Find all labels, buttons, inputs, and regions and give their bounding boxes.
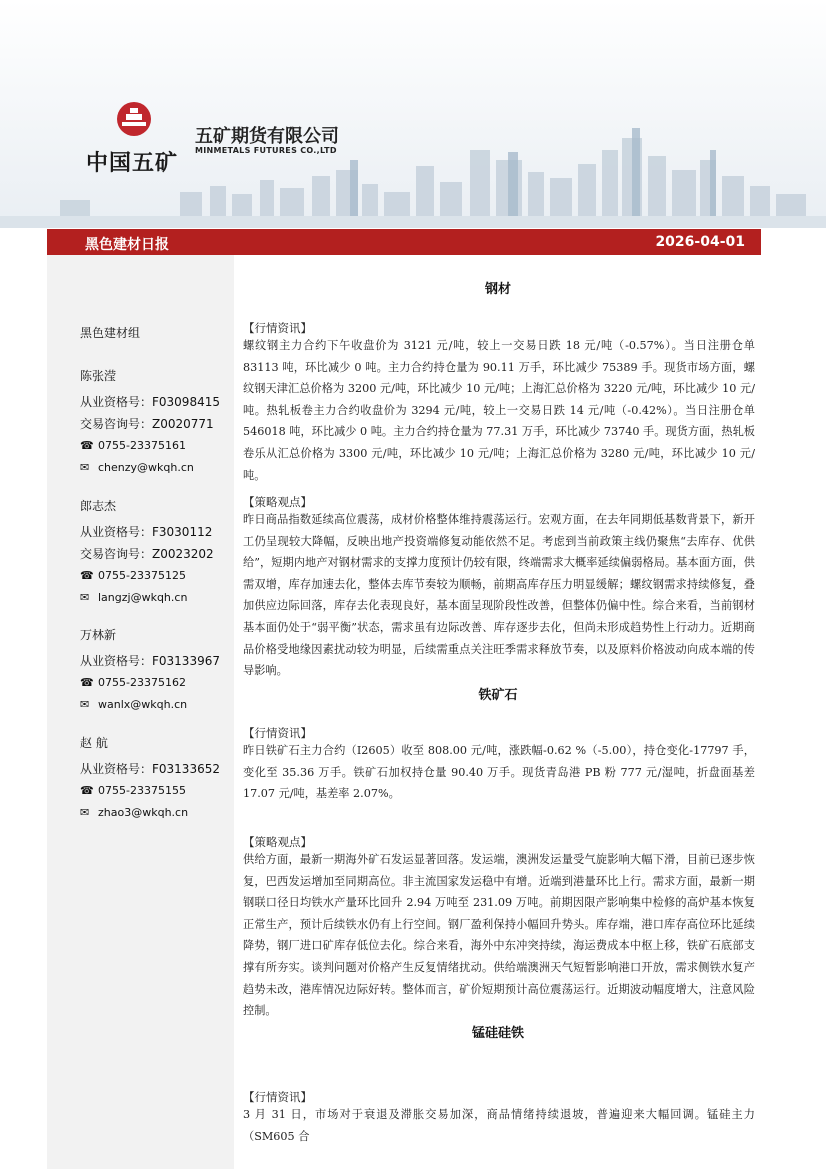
analyst-card <box>80 367 220 479</box>
analyst-email[interactable] <box>80 457 220 479</box>
analyst-email[interactable] <box>80 694 220 716</box>
report-title-banner <box>47 229 761 255</box>
envelope-icon: ✉ <box>80 461 90 474</box>
analyst-email[interactable] <box>80 802 220 824</box>
phone-number: 0755-23375125 <box>98 569 186 582</box>
analyst-consult-number: 交易咨询号：Z0020771 <box>80 417 214 431</box>
analyst-name: 陈张滢 <box>80 369 117 383</box>
minmetals-logo-icon <box>112 100 156 138</box>
email-link[interactable]: wanlx@wkqh.cn <box>98 698 188 711</box>
report-header <box>0 0 826 228</box>
analyst-email[interactable] <box>80 587 214 609</box>
email-link[interactable]: zhao3@wkqh.cn <box>98 806 189 819</box>
phone-icon: ☎ <box>80 676 94 689</box>
analyst-consult-number: 交易咨询号：Z0023202 <box>80 547 214 561</box>
section-title-mnsi-fesi: 锰硅硅铁 <box>471 1026 524 1041</box>
section-title-steel: 钢材 <box>484 282 511 297</box>
news-label: 【行情资讯】 <box>243 1090 312 1104</box>
analyst-name: 郎志杰 <box>80 499 117 513</box>
analyst-card <box>80 734 220 824</box>
news-label: 【行情资讯】 <box>243 726 312 740</box>
phone-icon: ☎ <box>80 784 94 797</box>
analyst-license: 从业资格号：F03098415 <box>80 395 220 409</box>
envelope-icon: ✉ <box>80 806 90 819</box>
analyst-license: 从业资格号：F03133652 <box>80 762 220 776</box>
analyst-card <box>80 626 220 716</box>
analyst-phone <box>80 672 220 694</box>
envelope-icon: ✉ <box>80 698 90 711</box>
envelope-icon: ✉ <box>80 591 90 604</box>
phone-number: 0755-23375155 <box>98 784 186 797</box>
analyst-name: 万林新 <box>80 628 117 642</box>
strategy-label: 【策略观点】 <box>243 495 312 509</box>
report-date: 2026-04-01 <box>655 234 745 250</box>
report-title: 黑色建材日报 <box>85 237 169 253</box>
mnsi-news-paragraph: 3 月 31 日，市场对于衰退及滞胀交易加深，商品情绪持续退坡，普遍迎来大幅回调。锰硅主力（SM605 合 <box>243 1108 755 1143</box>
analyst-phone <box>80 565 214 587</box>
team-name: 黑色建材组 <box>80 326 141 340</box>
iron-news-paragraph: 昨日铁矿石主力合约（I2605）收至 808.00 元/吨，涨跌幅-0.62 %（-5.00），持仓变化-17797 手，变化至 35.36 万手。铁矿石加权持仓量 90.40 万手。现货青岛港 PB 粉 777 元/湿吨，折盘面基差 17.07 元/吨，基差率 2.07%。 <box>243 744 755 801</box>
steel-strategy-paragraph: 昨日商品指数延续高位震荡，成材价格整体维持震荡运行。宏观方面，在去年同期低基数背景下，新开工仍呈现较大降幅，反映出地产投资端修复动能依然不足。考虑到当前政策主线仍聚焦“去库存、优供给”，短期内地产对钢材需求的支撑力度预计仍较有限，终端需求大概率延续偏弱格局。基本面方面，供需双增，库存加速去化，整体去库节奏较为顺畅，前期高库存压力明显缓解；螺纹钢需求持续修复，叠加供应边际回落，库存去化表现良好，基本面呈现阶段性改善，但整体仍偏中性。综合来看，当前钢材基本面仍处于“弱平衡”状态，需求虽有边际改善、库存逐步去化，但尚未形成趋势性上行动力。近期商品价格受地缘因素扰动较为明显，后续需重点关注旺季需求释放节奏，以及原料价格波动向成本端的传导影响。 <box>243 513 755 678</box>
company-name-cn: 五矿期货有限公司 <box>195 126 339 147</box>
analyst-name: 赵 航 <box>80 736 108 750</box>
news-label: 【行情资讯】 <box>243 321 312 335</box>
company-name-en: MINMETALS FUTURES CO.,LTD <box>195 146 337 155</box>
analyst-card <box>80 497 214 609</box>
section-title-iron-ore: 铁矿石 <box>478 688 518 703</box>
phone-number: 0755-23375161 <box>98 439 186 452</box>
analyst-phone <box>80 435 220 457</box>
phone-icon: ☎ <box>80 439 94 452</box>
strategy-label: 【策略观点】 <box>243 835 312 849</box>
email-link[interactable]: langzj@wkqh.cn <box>98 591 188 604</box>
analyst-license: 从业资格号：F03133967 <box>80 654 220 668</box>
phone-icon: ☎ <box>80 569 94 582</box>
analyst-phone <box>80 780 220 802</box>
analyst-license: 从业资格号：F3030112 <box>80 525 213 539</box>
china-minmetals-logo-text: 中国五矿 <box>86 151 179 176</box>
steel-news-paragraph: 螺纹钢主力合约下午收盘价为 3121 元/吨，较上一交易日跌 18 元/吨（-0.57%）。当日注册仓单 83113 吨，环比减少 0 吨。主力合约持仓量为 90.11 万手，环比减少 75389 手。现货市场方面，螺纹钢天津汇总价格为 3200 元/吨，环比减少 10 元/吨；上海汇总价格为 3220 元/吨，环比减少 10 元/吨。热轧板卷主力合约收盘价为 3294 元/吨，较上一交易日跌 14 元/吨（-0.42%）。当日注册仓单 546018 吨，环比减少 0 吨。主力合约持仓量为 77.31 万手，环比减少 73740 手。现货方面，热轧板卷乐从汇总价格为 3300 元/吨，环比减少 10 元/吨；上海汇总价格为 3280 元/吨，环比减少 10 元/吨。 <box>243 339 755 482</box>
phone-number: 0755-23375162 <box>98 676 186 689</box>
iron-strategy-paragraph: 供给方面，最新一期海外矿石发运显著回落。发运端，澳洲发运量受气旋影响大幅下滑，目前已逐步恢复，巴西发运增加至同期高位。非主流国家发运稳中有增。近端到港量环比上行。需求方面，最新一期钢联口径日均铁水产量环比回升 2.94 万吨至 231.09 万吨。前期因限产影响集中检修的高炉基本恢复正常生产，预计后续铁水仍有上行空间。钢厂盈利保持小幅回升势头。库存端，港口库存高位环比延续降势，钢厂进口矿库存低位去化。综合来看，海外中东冲突持续，海运费成本中枢上移，铁矿石底部支撑有所夯实。谈判问题对价格产生反复情绪扰动。供给端澳洲天气短暂影响港口开放，需求侧铁水复产趋势未改，港库情况边际好转。整体而言，矿价短期预计高位震荡运行。近期波动幅度增大，注意风险控制。 <box>243 853 755 1018</box>
email-link[interactable]: chenzy@wkqh.cn <box>98 461 194 474</box>
